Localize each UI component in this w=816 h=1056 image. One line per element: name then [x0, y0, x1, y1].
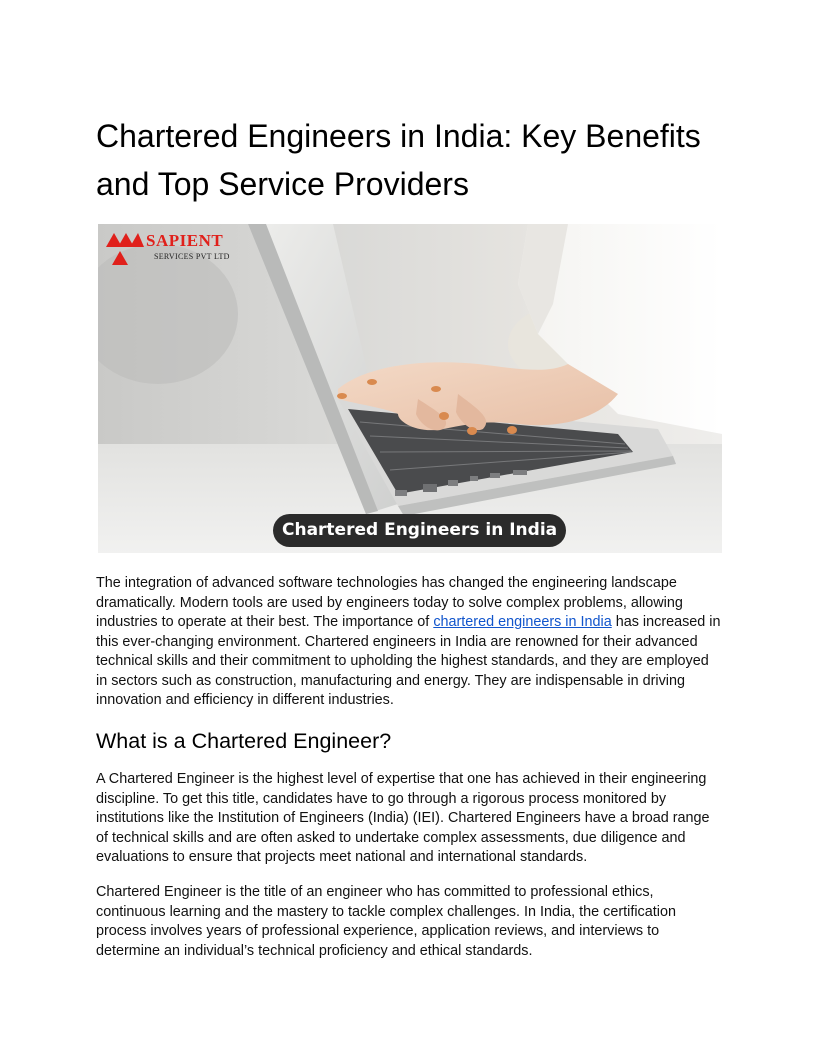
definition-paragraph: A Chartered Engineer is the highest level of expertise that one has achieved in their engineering discipline. To get this title, candidates have to go through a rigorous process monitored by institutions like the Institution of Engineers (India) (IEI). Chartered Engineers have a broad range of technical skills and are often asked to undertake complex assessments, due diligence and evaluations to ensure that projects meet national and international standards. — [96, 771, 710, 865]
logo-subtitle: SERVICES PVT LTD — [154, 252, 230, 261]
intro-text-before: The integration of advanced software technologies has changed the engineering landscape dramatically. Modern tools are used by engineers today to solve complex problems, allowing industries to operate at their best. The importance of — [96, 575, 683, 630]
triangle-logo-icon — [104, 229, 144, 267]
chartered-engineers-link[interactable]: chartered engineers in India — [433, 614, 612, 630]
certification-paragraph: Chartered Engineer is the title of an engineer who has committed to professional ethics, continuous learning and the mastery to tackle complex challenges. In India, the certification process involves years of professional experience, application reviews, and interviews to determine an individual’s technical proficiency and ethical standards. — [96, 884, 676, 959]
section-heading: What is a Chartered Engineer? — [96, 729, 392, 753]
company-logo — [104, 229, 254, 269]
hero-caption: Chartered Engineers in India — [273, 514, 566, 547]
page-title: Chartered Engineers in India: Key Benefits and Top Service Providers — [96, 118, 701, 202]
intro-text-after: has increased in this ever-changing environment. Chartered engineers in India are renowned for their advanced technical skills and their commitment to upholding the highest standards, and they are employed in sectors such as construction, manufacturing and energy. They are indispensable in driving innovation and efficiency in different industries. — [96, 614, 721, 708]
hero-image — [98, 224, 722, 553]
intro-paragraph — [96, 574, 722, 711]
laptop-typing-photo — [98, 224, 722, 553]
logo-name: SAPIENT — [146, 231, 224, 250]
